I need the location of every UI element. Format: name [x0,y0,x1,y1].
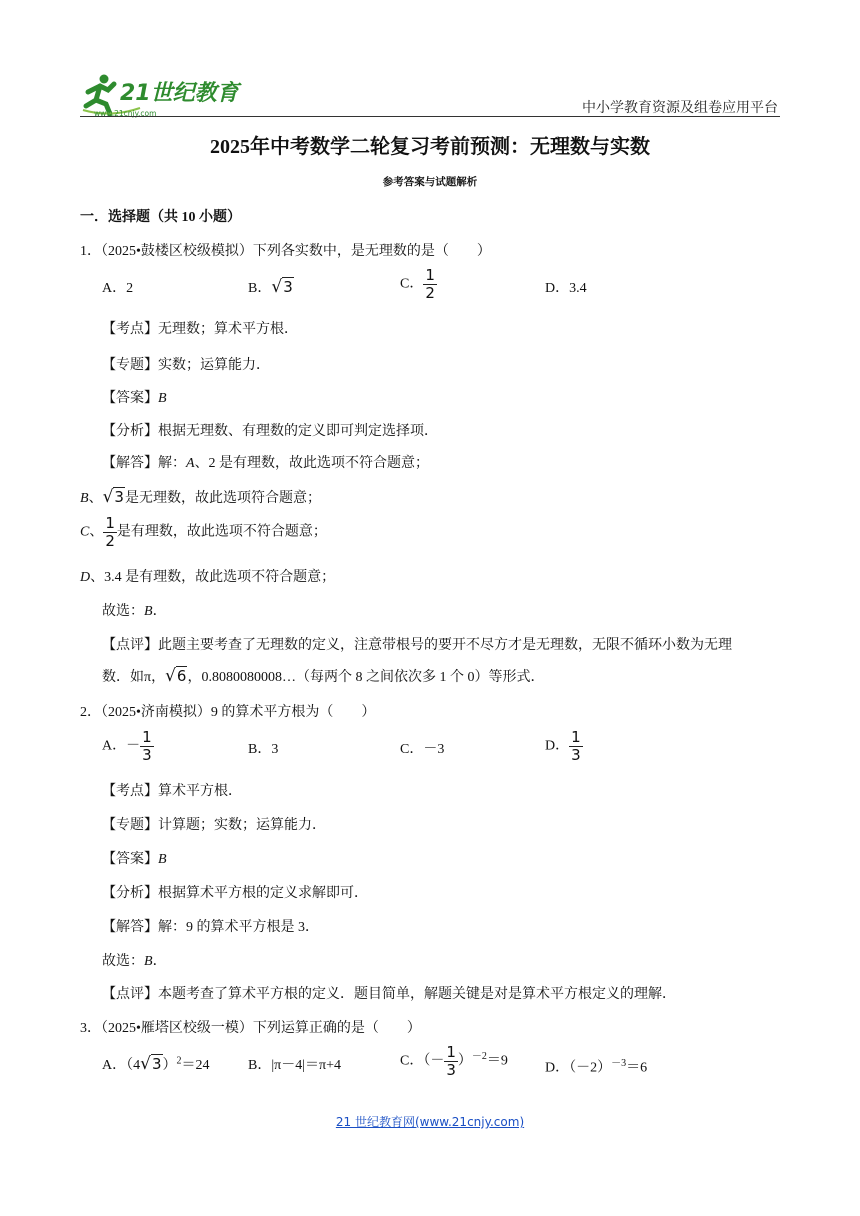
q2-option-d: D． $\frac{1}{3}$ [545,728,581,764]
svg-text:21世纪教育: 21世纪教育 [120,81,239,106]
q1-zhuanti: 【专题】实数；运算能力． [102,358,270,373]
q3-option-b: B．|π－4|＝π+4 [248,1058,341,1073]
page-subtitle: 参考答案与试题解析 [382,176,478,188]
q1-jieda-d: D、3.4 是有理数，故此选项不符合题意； [80,570,336,585]
q2-kaodian: 【考点】算术平方根． [102,784,242,799]
q2-guxuan: 故选：B． [102,954,167,969]
svg-text:www.21cnjy.com: www.21cnjy.com [94,109,157,118]
logo [80,70,250,118]
section-heading: 一．选择题（共 10 小题） [80,210,241,225]
q1-option-c: C． $\frac{1}{2}$ [400,266,435,302]
q1-stem: 1．（2025•鼓楼区校级模拟）下列各实数中，是无理数的是（ ） [80,244,491,259]
header-divider [80,116,780,117]
q2-dianping: 【点评】本题考查了算术平方根的定义．题目简单，解题关键是对是算术平方根定义的理解． [102,987,676,1002]
q2-option-c: C．－3 [400,742,445,757]
q1-kaodian: 【考点】无理数；算术平方根． [102,322,298,337]
q2-answer: 【答案】B [102,852,167,867]
q1-answer: 【答案】B [102,391,167,406]
sqrt-symbol: √3 [271,277,293,297]
q1-option-b: B．√3 [248,277,293,297]
q1-option-a: A．2 [102,281,134,296]
q2-fenxi: 【分析】根据算术平方根的定义求解即可． [102,886,368,901]
q3-option-c: C．（－ $\frac{1}{3}$ ）$^{-2}$＝9 [400,1043,508,1079]
q1-jieda-b: B、√3是无理数，故此选项符合题意； [80,487,321,507]
q1-option-d: D．3.4 [545,281,587,296]
q2-stem: 2．（2025•济南模拟）9 的算术平方根为（ ） [80,705,376,720]
runner-logo-icon [80,70,250,118]
q1-fenxi: 【分析】根据无理数、有理数的定义即可判定选择项． [102,424,438,439]
footer-link[interactable]: 21 世纪教育网(www.21cnjy.com) [335,1115,525,1129]
platform-name: 中小学教育资源及组卷应用平台 [582,100,778,116]
q1-dianping-1: 【点评】此题主要考查了无理数的定义，注意带根号的要开不尽方才是无理数，无限不循环小数为无理 [102,638,732,653]
page-title: 2025年中考数学二轮复习考前预测：无理数与实数 [210,136,650,158]
q3-stem: 3．（2025•雁塔区校级一模）下列运算正确的是（ ） [80,1021,421,1036]
q2-zhuanti: 【专题】计算题；实数；运算能力． [102,818,326,833]
q1-jieda-c: C、 $\frac{1}{2}$ 是有理数，故此选项不符合题意； [80,514,327,550]
fraction: $\frac{1}{2}$ [425,266,435,302]
q1-guxuan: 故选：B． [102,604,167,619]
q1-jieda-a: 【解答】解：A、2 是有理数，故此选项不符合题意； [102,456,430,471]
q3-option-d: D．$(-2)^{-3}=6$ [545,1058,648,1076]
q1-dianping-2: 数．如π，√6，0.8080080008…（每两个 8 之间依次多 1 个 0）等形式． [102,666,545,686]
q2-option-b: B．3 [248,742,279,757]
q2-jieda: 【解答】解：9 的算术平方根是 3． [102,920,319,935]
q3-option-a: A．$(4√3)^2=24$ [102,1054,210,1074]
q2-option-a: A．－ $\frac{1}{3}$ [102,728,152,764]
